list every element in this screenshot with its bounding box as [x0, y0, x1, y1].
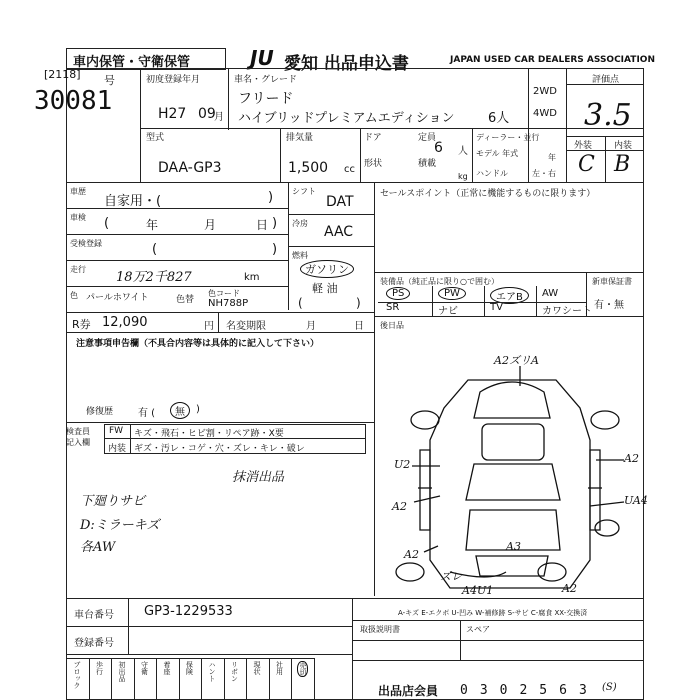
- exterior-grade: C: [578, 152, 595, 177]
- registration-label: 初度登録年月: [146, 75, 201, 85]
- inspection-flag-box: [156, 658, 180, 700]
- interior-items: ギズ・汚レ・コゲ・穴・ズレ・キレ・破レ: [134, 444, 305, 454]
- english-title: JAPAN USED CAR DEALERS ASSOCIATION: [450, 55, 655, 65]
- drive-2wd: 2WD: [533, 86, 557, 97]
- model-year-label: モデル 年式: [476, 149, 519, 158]
- handwritten-note-2: D:ミラーキズ: [80, 518, 160, 533]
- inspection-flag-label: 保険: [185, 661, 194, 675]
- chassis-label: 車台番号: [74, 610, 114, 621]
- post-fit-label: 後日品: [380, 321, 404, 330]
- fuel-label: 燃料: [292, 251, 308, 260]
- inspection-flag-label: リボン: [230, 661, 239, 682]
- handle-label: ハンドル: [476, 169, 508, 178]
- recycle-label: R券: [72, 318, 91, 331]
- aircon-label: 冷房: [292, 219, 308, 228]
- name-expiry-label: 名変期限: [226, 321, 266, 332]
- inspection-flag-box: [89, 658, 113, 700]
- inspection-flag-label: 現状: [253, 661, 261, 675]
- exterior-label: 外装: [574, 141, 593, 151]
- mileage-unit: km: [244, 272, 260, 283]
- new-manual-value: 有・無: [594, 300, 624, 311]
- repair-written: 無: [170, 402, 190, 419]
- inspection-flag-label: 売切: [299, 662, 307, 676]
- displacement-unit: cc: [344, 164, 355, 175]
- color-value: パールホワイト: [86, 293, 149, 303]
- color-code: NH788P: [208, 298, 249, 309]
- inspection-paren-open: (: [104, 216, 110, 231]
- model-label: 型式: [146, 133, 165, 143]
- handle-options: 左・右: [532, 169, 556, 178]
- diag-mark-bottom-left: ズレ: [440, 570, 462, 583]
- displacement-label: 排気量: [286, 133, 314, 143]
- storage-label: 車内保管・守衛保管: [73, 55, 191, 70]
- inspection-flag-box: [291, 658, 315, 700]
- form-title: 愛知 出品申込書: [284, 54, 409, 74]
- interior-grade: B: [614, 152, 631, 177]
- lot-small-code: [2118]: [44, 68, 81, 81]
- aircon-value: AAC: [324, 224, 354, 240]
- inspection-flag-label: 歩行: [95, 661, 104, 675]
- inspection-flag-box: [201, 658, 225, 700]
- seats-unit: 人: [458, 146, 468, 157]
- receipt-paren-open: (: [152, 242, 158, 257]
- repair-close: ): [196, 404, 200, 415]
- diag-mark-top: A2ズリA: [494, 354, 539, 367]
- inspection-day: 日: [256, 218, 269, 232]
- registration-month: 09: [198, 106, 216, 122]
- logo: JU: [250, 46, 274, 70]
- usage-label: 車歴: [70, 187, 86, 196]
- registration-month-unit: 月: [214, 112, 224, 123]
- seats-value: 6: [434, 140, 443, 156]
- equipment-item: PS: [386, 287, 410, 300]
- weight-unit: kg: [458, 172, 468, 181]
- inspection-flag-box: [66, 658, 90, 700]
- equipment-item: TV: [490, 302, 503, 313]
- inspection-flag-label: ブロック: [73, 661, 81, 689]
- inspection-flag-box: [179, 658, 203, 700]
- equipment-item: PW: [438, 287, 466, 300]
- equipment-label: 装備品（純正品に限り○で囲む）: [380, 277, 499, 286]
- vehicle-grade: ハイブリッドプレミアムエディション: [238, 111, 455, 126]
- name-expiry-day: 日: [354, 321, 364, 332]
- diag-mark-bottom: A4U1: [462, 584, 494, 597]
- mileage-label: 走行: [70, 265, 86, 274]
- fuel-value: ガソリン: [300, 260, 354, 278]
- weight-label: 積載: [418, 159, 437, 169]
- equipment-item: SR: [386, 302, 400, 313]
- grade-score: 3.5: [584, 98, 632, 133]
- model-value: DAA-GP3: [158, 160, 222, 176]
- fuel-paren-close: ): [356, 296, 361, 310]
- receipt-paren-close: ): [272, 242, 278, 257]
- member-extra: (S): [602, 682, 617, 693]
- inspection-flag-box: [224, 658, 248, 700]
- member-number: 0302563: [460, 683, 599, 698]
- fuel-alt: 軽 油: [312, 282, 338, 295]
- usage-value: 自家用・(: [104, 194, 162, 209]
- year-unit: 年: [548, 153, 556, 162]
- diag-mark-bottom-right: A2: [562, 582, 577, 595]
- color-label: 色: [70, 291, 78, 300]
- registration-era: H27: [158, 106, 187, 122]
- shift-value: DAT: [326, 194, 354, 210]
- drive-4wd: 4WD: [533, 108, 557, 119]
- selling-points-label: セールスポイント（正常に機能するものに限ります）: [380, 189, 596, 199]
- name-expiry-month: 月: [306, 321, 316, 332]
- repair-value: 有 (: [138, 408, 156, 419]
- diag-mark-center: A3: [506, 540, 521, 553]
- diag-mark-right-mid: UA4: [624, 494, 648, 507]
- repair-label: 修復歴: [86, 407, 114, 417]
- recycle-unit: 円: [204, 321, 214, 332]
- color-swap-label: 色替: [176, 295, 195, 305]
- grade-label: 評価点: [592, 75, 620, 85]
- recycle-value: 12,090: [102, 315, 148, 330]
- fuel-paren-open: (: [298, 296, 303, 310]
- equipment-item: エアB: [490, 287, 529, 304]
- inspection-flag-box: [134, 658, 158, 700]
- receipt-label: 受検登録: [70, 239, 102, 248]
- manual-label: 取扱説明書: [360, 625, 400, 634]
- fw-label: FW: [109, 426, 124, 436]
- inspection-flag-box: [246, 658, 270, 700]
- handwritten-accessories: 抹消出品: [232, 470, 285, 485]
- shift-label: シフト: [292, 187, 316, 196]
- handwritten-note-3: 各AW: [80, 540, 116, 555]
- doors-label: ドア: [364, 133, 382, 143]
- mileage-value: 18万2千827: [116, 270, 192, 285]
- inspection-flag-box: [111, 658, 135, 700]
- member-label: 出品店会員: [378, 684, 439, 698]
- inspection-flag-label: 社用: [275, 661, 284, 675]
- reg-number-label: 登録番号: [74, 638, 114, 649]
- shape-label: 形状: [364, 159, 383, 169]
- fw-items: キズ・飛石・ヒビ割・リペア跡・X要: [134, 429, 284, 439]
- inspection-flag-label: 初出品: [118, 661, 126, 682]
- diagram-legend: A-キズ E-エクボ U-凹み W-補修跡 S-サビ C-腐食 XX-交換済: [398, 609, 588, 617]
- inspection-flag-label: ハント: [208, 661, 216, 682]
- lot-number: 30081: [34, 86, 113, 116]
- diag-mark-right-upper: A2: [624, 452, 639, 465]
- equipment-item: カワシート: [542, 306, 592, 317]
- diag-mark-left-upper: U2: [394, 458, 411, 471]
- inspection-flag-label: 着座: [163, 661, 171, 675]
- chassis-value: GP3-1229533: [144, 604, 233, 619]
- handwritten-note-1: 下廻りサビ: [80, 494, 146, 509]
- interior-label: 内装: [614, 141, 633, 151]
- notes-label: 注意事項申告欄（不具合内容等は具体的に記入して下さい）: [76, 339, 320, 349]
- spare-label: スペア: [466, 625, 490, 634]
- seats-label: 定員: [418, 133, 437, 143]
- displacement-value: 1,500: [288, 160, 329, 176]
- lot-no-label: 号: [104, 74, 115, 87]
- usage-close: ): [268, 190, 274, 205]
- new-manual-label: 新車保証書: [592, 277, 632, 286]
- vehicle-name-label: 車名・グレード: [234, 75, 298, 85]
- inspection-flag-box: [269, 658, 293, 700]
- vehicle-capacity: 6人: [488, 111, 510, 126]
- color-code-label: 色コード: [208, 289, 240, 298]
- equipment-item: ナビ: [438, 306, 458, 317]
- diag-mark-left-lower: A2: [404, 548, 419, 561]
- inspection-label: 車検: [70, 213, 86, 222]
- dealer-label: ディーラー・並行: [476, 133, 540, 142]
- inspection-paren-close: ): [272, 216, 278, 231]
- inspector-label: 検査員 記入欄: [66, 427, 90, 447]
- equipment-item: AW: [542, 288, 559, 299]
- interior-items-label: 内装: [108, 444, 127, 454]
- diag-mark-left-mid: A2: [392, 500, 407, 513]
- inspection-flag-label: 守衛: [140, 661, 149, 675]
- vehicle-name: フリード: [238, 91, 294, 107]
- inspection-month: 月: [204, 218, 217, 232]
- inspection-year: 年: [146, 218, 159, 232]
